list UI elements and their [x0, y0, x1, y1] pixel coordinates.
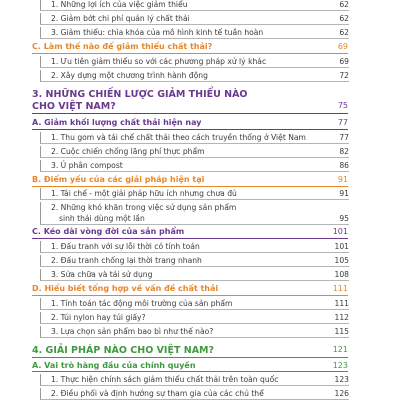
toc-item[interactable] — [40, 298, 349, 310]
toc-item-title: 2. Đấu tranh chống lại thời trang nhanh — [51, 256, 202, 266]
section-title: A. Giảm khối lượng chất thải hiện nay — [32, 117, 202, 127]
toc-chapter-3-line2[interactable] — [32, 101, 348, 114]
toc-item-title: 3. Lựa chọn sản phẩm bao bì như thế nào? — [51, 326, 214, 336]
toc-item-title: 3. Giảm thiểu: chìa khóa của mô hình kinh tế tuần hoàn — [51, 27, 264, 37]
toc-item-page: 72 — [339, 70, 349, 80]
toc-item-title: 2. Túi nylon hay túi giấy? — [51, 312, 146, 322]
toc-item-page: 95 — [339, 214, 349, 224]
toc-item-page: 77 — [339, 132, 349, 142]
section-title: C. Kéo dài vòng đời của sản phẩm — [32, 227, 185, 237]
section-title: C. Làm thế nào để giảm thiểu chất thải? — [32, 41, 213, 51]
chapter-title: 4. GIẢI PHÁP NÀO CHO VIỆT NAM? — [32, 345, 215, 357]
toc-item-page: 105 — [334, 256, 349, 266]
toc-item-page: 62 — [339, 14, 349, 23]
toc-item[interactable] — [40, 0, 349, 11]
toc-item-title: 3. Sửa chữa và tái sử dụng — [51, 270, 153, 280]
toc-chapter-3-line1[interactable] — [32, 89, 348, 101]
toc-item[interactable] — [40, 202, 349, 225]
toc-item-page: 62 — [339, 27, 349, 37]
toc-item-title: 2. Những khó khăn trong việc sử dụng sản phẩm — [51, 203, 237, 213]
toc-item[interactable] — [40, 56, 349, 68]
toc-item-title: 1. Tính toán tác động môi trường của sản phẩm — [51, 299, 233, 308]
section-page: 101 — [332, 227, 348, 237]
chapter-title: 3. NHỮNG CHIẾN LƯỢC GIẢM THIỂU NÀO — [32, 89, 248, 101]
toc-item[interactable] — [40, 255, 349, 267]
toc-item[interactable] — [40, 27, 349, 39]
section-page: 69 — [337, 41, 348, 51]
section-page: 91 — [337, 174, 348, 184]
toc-item-title: 1. Ưu tiên giảm thiểu so với các phương pháp xử lý khác — [51, 56, 267, 66]
toc-item[interactable] — [40, 70, 349, 82]
toc-item-title: 1. Tái chế - một giải pháp hữu ích nhưng chưa đủ — [51, 189, 237, 199]
toc-section-3d[interactable] — [32, 284, 348, 296]
toc-section-3a[interactable] — [32, 118, 348, 130]
toc-item[interactable] — [40, 388, 349, 400]
section-title: B. Điểm yếu của các giải pháp hiện tại — [32, 174, 205, 184]
toc-item[interactable] — [40, 132, 349, 144]
toc-item-title: 1. Thu gom và tái chế chất thải theo cách truyền thống ở Việt Nam — [51, 132, 306, 142]
chapter-page: 75 — [337, 101, 348, 111]
toc-item-page: 123 — [334, 375, 349, 385]
toc-item[interactable] — [40, 374, 349, 386]
toc-section-4a[interactable] — [32, 361, 348, 372]
toc-item-page: 111 — [334, 299, 349, 308]
toc-item-title: 1. Đấu tranh với sự lỗi thời có tính toán — [51, 242, 200, 252]
toc-item-title: 2. Cuộc chiến chống lãng phí thực phẩm — [51, 146, 205, 156]
section-page: 123 — [332, 361, 348, 371]
toc-item[interactable] — [40, 241, 349, 253]
section-title: D. Hiểu biết tổng hợp về vấn đề chất thải — [32, 284, 219, 293]
toc-item[interactable] — [40, 13, 349, 25]
chapter-page: 121 — [332, 345, 348, 355]
toc-item-page: 82 — [339, 146, 349, 156]
toc-item-title: 3. Ủ phân compost — [51, 160, 123, 170]
chapter-title: CHO VIỆT NAM? — [32, 101, 116, 113]
section-page: 111 — [332, 284, 348, 293]
toc-item-title-cont: sinh thái dùng một lần — [59, 214, 145, 224]
toc-item-page: 91 — [339, 189, 349, 199]
toc-item-page: 86 — [339, 160, 349, 170]
section-title: A. Vai trò hàng đầu của chính quyền — [32, 361, 196, 371]
toc-section-c[interactable] — [32, 42, 348, 54]
toc-item-title: 1. Thực hiện chính sách giảm thiểu chất thải trên toàn quốc — [51, 375, 279, 385]
toc-item-page: 69 — [339, 56, 349, 66]
toc-chapter-4[interactable] — [32, 345, 348, 358]
toc-item-page: 101 — [334, 242, 349, 252]
toc-section-3c[interactable] — [32, 227, 348, 239]
toc-item-title: 2. Điều phối và định hướng sự tham gia của các chủ thể — [51, 389, 264, 398]
toc-item[interactable] — [40, 326, 349, 338]
toc-item[interactable] — [40, 146, 349, 158]
toc-item[interactable] — [40, 269, 349, 281]
toc-item[interactable] — [40, 160, 349, 172]
toc-item[interactable] — [40, 312, 349, 324]
section-page: 77 — [337, 117, 348, 127]
toc-section-3b[interactable] — [32, 175, 348, 187]
toc-item[interactable] — [40, 188, 349, 200]
toc-item-page: 112 — [334, 312, 349, 322]
toc-item-page: 62 — [339, 0, 349, 9]
toc-item-title: 1. Những lợi ích của việc giảm thiểu — [51, 0, 188, 9]
toc-item-title: 2. Giảm bớt chi phí quản lý chất thải — [51, 14, 190, 23]
toc-item-page: 115 — [334, 326, 349, 336]
toc-item-title: 2. Xây dựng một chương trình hành động — [51, 70, 208, 80]
toc-item-page: 108 — [334, 270, 349, 280]
toc-item-page: 126 — [334, 389, 349, 398]
